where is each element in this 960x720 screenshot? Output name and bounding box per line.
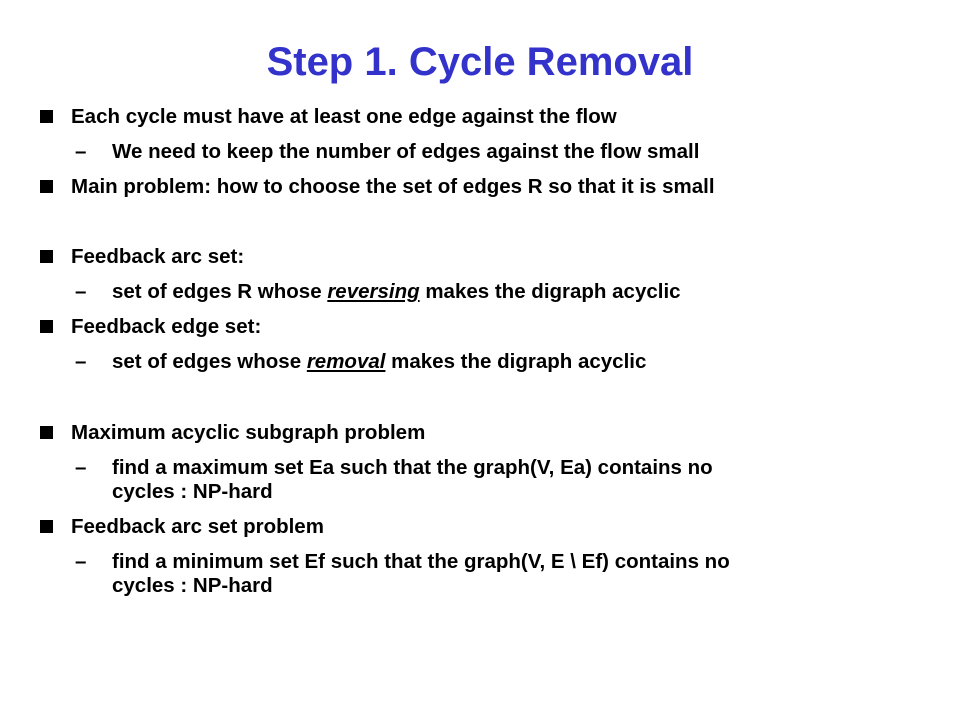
sub-bullet-text: cycles : NP-hard [112,574,273,597]
square-bullet-icon [40,520,53,533]
text-segment: set of edges R whose [112,280,328,303]
sub-bullet-text: We need to keep the number of edges against the flow small [112,140,700,163]
bullet-text: Feedback arc set problem [71,515,324,538]
square-bullet-icon [40,320,53,333]
sub-bullet-text: cycles : NP-hard [112,480,273,503]
dash-marker: – [75,280,87,303]
sub-bullet-text: find a minimum set Ef such that the graph(V, E \ Ef) contains no [112,550,730,573]
text-segment: makes the digraph acyclic [419,280,681,303]
square-bullet-icon [40,426,53,439]
sub-bullet-text: find a maximum set Ea such that the graph(V, Ea) contains no [112,456,713,479]
sub-bullet-text [112,350,646,374]
dash-marker: – [75,456,87,479]
dash-marker: – [75,140,87,163]
bullet-text: Each cycle must have at least one edge against the flow [71,105,617,128]
dash-marker: – [75,350,87,373]
text-segment: set of edges whose [112,350,307,373]
bullet-text: Main problem: how to choose the set of edges R so that it is small [71,175,715,198]
emphasis-reversing: reversing [327,280,420,303]
square-bullet-icon [40,180,53,193]
dash-marker: – [75,550,87,573]
bullet-text: Maximum acyclic subgraph problem [71,421,426,444]
emphasis-removal: removal [306,350,386,373]
square-bullet-icon [40,110,53,123]
sub-bullet-text [112,280,681,304]
slide-title: Step 1. Cycle Removal [266,40,694,84]
square-bullet-icon [40,250,53,263]
bullet-text: Feedback edge set: [71,315,262,338]
bullet-text: Feedback arc set: [71,245,245,268]
text-segment: makes the digraph acyclic [385,350,647,373]
